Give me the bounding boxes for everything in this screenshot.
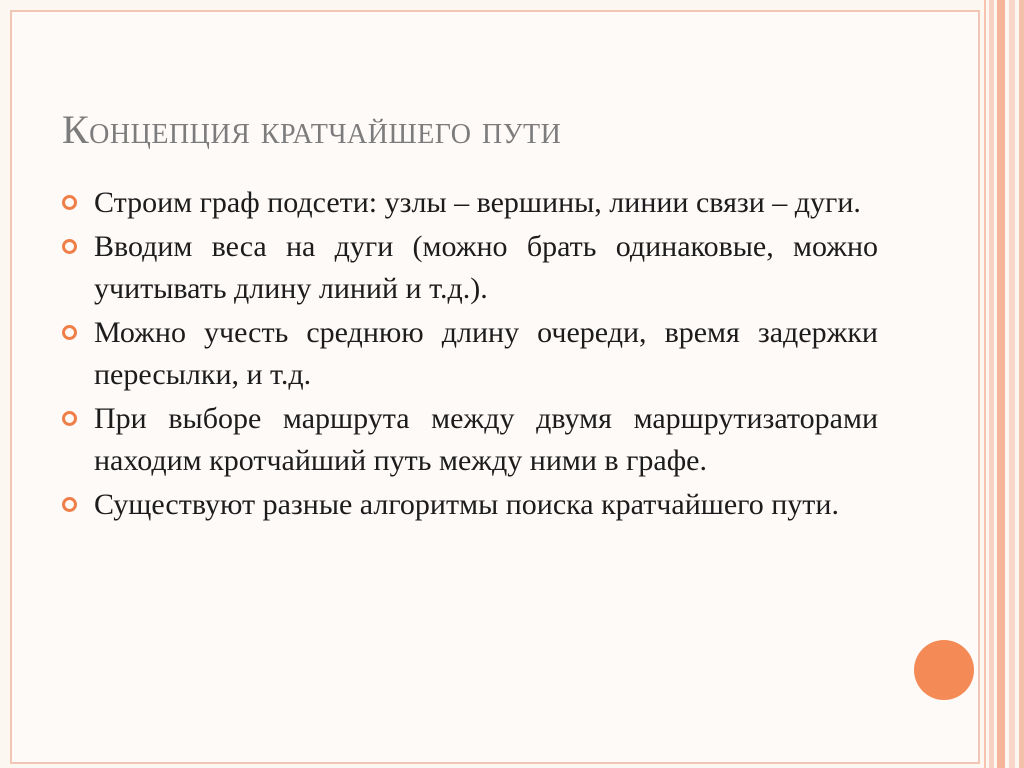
bullet-text: Вводим веса на дуги (можно брать одинаковые, можно учитывать длину линий и т.д.).	[94, 230, 878, 305]
decorative-side-stripes	[980, 0, 1024, 768]
bullet-text: Существуют разные алгоритмы поиска кратчайшего пути.	[94, 488, 839, 521]
bullet-item	[62, 312, 878, 396]
accent-circle	[914, 640, 974, 700]
bullet-item	[62, 226, 878, 310]
circle-bullet-icon	[62, 195, 77, 210]
bullet-list	[62, 182, 878, 528]
bullet-text: Можно учесть среднюю длину очереди, время задержки пересылки, и т.д.	[94, 316, 878, 391]
bullet-item	[62, 484, 878, 526]
circle-bullet-icon	[62, 325, 77, 340]
circle-bullet-icon	[62, 239, 77, 254]
bullet-item	[62, 182, 878, 224]
circle-bullet-icon	[62, 497, 77, 512]
circle-bullet-icon	[62, 411, 77, 426]
bullet-text: При выборе маршрута между двумя маршрутизаторами находим кротчайший путь между ними в графе.	[94, 402, 878, 477]
bullet-item	[62, 398, 878, 482]
slide-title: Концепция кратчайшего пути	[62, 107, 562, 152]
bullet-text: Строим граф подсети: узлы – вершины, линии связи – дуги.	[94, 186, 861, 219]
